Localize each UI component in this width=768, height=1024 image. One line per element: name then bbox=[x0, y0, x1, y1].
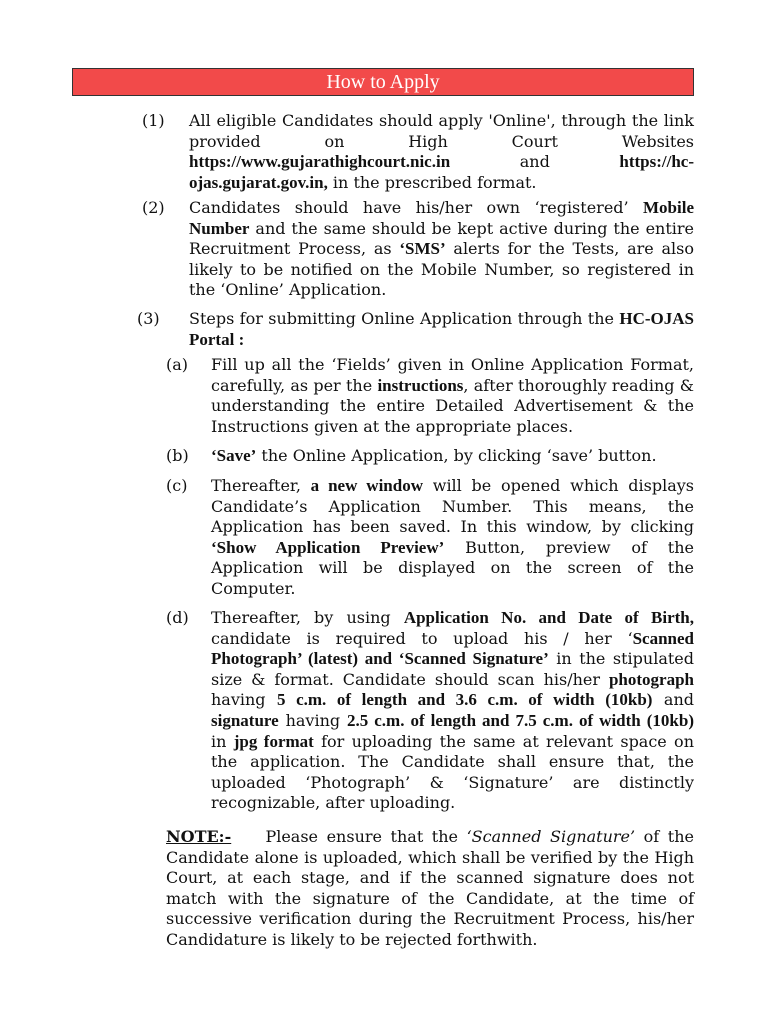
item-number: (1) bbox=[142, 111, 165, 130]
note-paragraph: NOTE:- Please ensure that the ‘Scanned Signature’ of the Candidate alone is uploaded, which shall be verified by the High Court, at each stage, and if the scanned signature does not match with the signature of the Candidate, at the time of successive verification during the Recruitment Process, his/her Candidature is likely to be rejected forthwith. bbox=[166, 827, 694, 949]
subitem-text: Fill up all the ‘Fields’ given in Online Application Format, carefully, as per the instructions, after thoroughly reading & understanding the entire Detailed Advertisement & the Instructions given at the appropriate places. bbox=[211, 355, 694, 436]
item-text: All eligible Candidates should apply 'Online', through the link provided on High Court Websites https://www.gujarathighcourt.nic.in and https://hc-ojas.gujarat.gov.in, in the prescribed format. bbox=[189, 111, 694, 192]
note-label: NOTE:- bbox=[166, 827, 232, 846]
link-gujarathighcourt: https://www.gujarathighcourt.nic.in bbox=[189, 152, 451, 172]
subitem-text: Thereafter, by using Application No. and Date of Birth, candidate is required to upload his / her ‘Scanned Photograph’ (latest) and ‘Scanned Signature’ in the stipulated size & format. Candidate should scan his/her photograph having 5 c.m. of length and 3.6 c.m. of width (10kb) and signature having 2.5 c.m. of length and 7.5 c.m. of width (10kb) in jpg format for uploading the same at relevant space on the application. The Candidate shall ensure that, the uploaded ‘Photograph’ & ‘Signature’ are distinctly recognizable, after uploading. bbox=[211, 608, 694, 813]
subitem-number: (c) bbox=[166, 476, 188, 495]
link-hc-ojas: https://hc-ojas.gujarat.gov.in, bbox=[189, 152, 694, 192]
item-text: Candidates should have his/her own ‘registered’ Mobile Number and the same should be kept active during the entire Recruitment Process, as ‘SMS’ alerts for the Tests, are also likely to be notified on the Mobile Number, so registered in the ‘Online’ Application. bbox=[189, 198, 694, 300]
subitem-text: Thereafter, a new window will be opened which displays Candidate’s Application Number. This means, the Application has been saved. In this window, by clicking ‘Show Application Preview’ Button, preview of the Application will be displayed on the screen of the Computer. bbox=[211, 476, 695, 598]
item-text: Steps for submitting Online Application through the HC-OJAS Portal : bbox=[189, 309, 694, 349]
subitem-text: ‘Save’ the Online Application, by clicking ‘save’ button. bbox=[211, 446, 657, 465]
item-number: (2) bbox=[142, 198, 165, 217]
section-title: How to Apply bbox=[72, 68, 694, 96]
item-number: (3) bbox=[137, 309, 160, 328]
subitem-number: (b) bbox=[166, 446, 189, 465]
subitem-number: (a) bbox=[166, 355, 189, 374]
subitem-number: (d) bbox=[166, 608, 189, 627]
